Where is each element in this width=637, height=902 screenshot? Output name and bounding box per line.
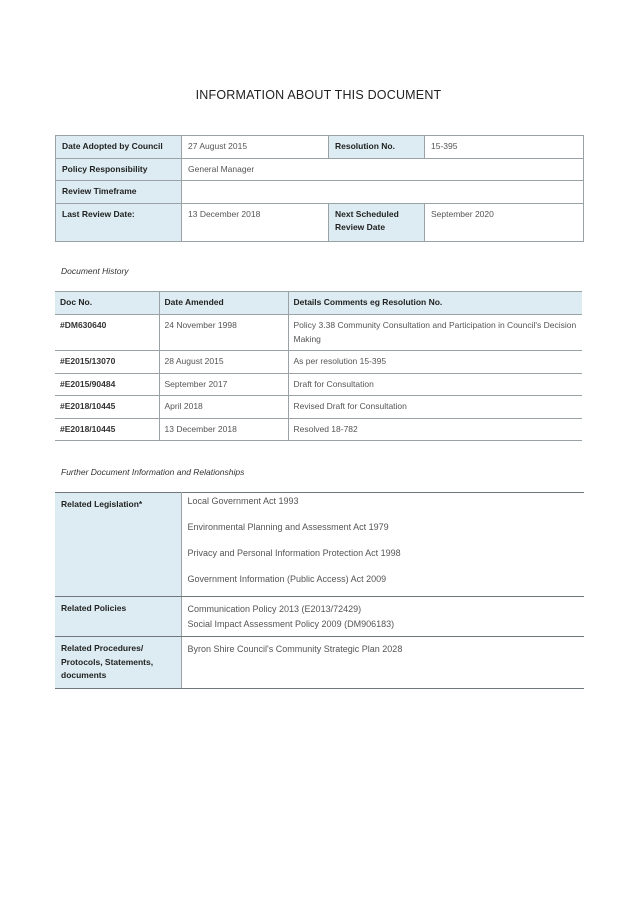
details-cell: Revised Draft for Consultation [288,396,582,419]
review-timeframe-label: Review Timeframe [56,181,182,204]
related-procedures-label: Related Procedures/ Protocols, Statements, documents [55,637,181,689]
table-row [56,136,584,159]
table-row [55,351,582,374]
related-policies-label: Related Policies [55,597,181,637]
table-row [55,418,582,441]
last-review-label: Last Review Date: [56,203,182,241]
next-review-label: Next Scheduled Review Date [329,203,425,241]
date-adopted-label: Date Adopted by Council [56,136,182,159]
table-row [56,181,584,204]
table-row [56,158,584,181]
policy-item: Social Impact Assessment Policy 2009 (DM906183) [187,618,395,629]
table-row [56,203,584,241]
table-row [55,396,582,419]
date-amended-cell: September 2017 [159,373,288,396]
procedure-item: Byron Shire Council's Community Strategic Plan 2028 [187,644,403,654]
resolution-label: Resolution No. [329,136,425,159]
table-row [55,373,582,396]
details-cell: As per resolution 15-395 [288,351,582,374]
table-row [55,637,584,689]
related-policies-list [181,597,584,637]
column-header-date-amended: Date Amended [159,292,288,315]
review-timeframe-value [182,181,584,204]
column-header-doc-no: Doc No. [55,292,159,315]
doc-no-cell: #DM630640 [55,315,159,351]
doc-no-cell: #E2018/10445 [55,396,159,419]
table-row [55,315,582,351]
legislation-item: Government Information (Public Access) Act 2009 [187,574,387,584]
document-history-caption: Document History [61,266,129,276]
document-history-table [55,291,582,441]
date-amended-cell: April 2018 [159,396,288,419]
related-legislation-list [181,493,584,597]
legislation-item: Environmental Planning and Assessment Act 1979 [187,522,389,532]
date-adopted-value: 27 August 2015 [182,136,329,159]
details-cell: Policy 3.38 Community Consultation and Participation in Council's Decision Making [288,315,582,351]
last-review-value: 13 December 2018 [182,203,329,241]
doc-no-cell: #E2018/10445 [55,418,159,441]
table-row [55,493,584,597]
details-cell: Draft for Consultation [288,373,582,396]
legislation-item: Privacy and Personal Information Protection Act 1998 [187,548,401,558]
doc-no-cell: #E2015/90484 [55,373,159,396]
page-title: INFORMATION ABOUT THIS DOCUMENT [195,88,442,102]
related-legislation-label: Related Legislation* [55,493,181,597]
policy-responsibility-label: Policy Responsibility [56,158,182,181]
document-info-table [55,135,584,242]
policy-item: Communication Policy 2013 (E2013/72429) [187,604,362,614]
date-amended-cell: 28 August 2015 [159,351,288,374]
doc-no-cell: #E2015/13070 [55,351,159,374]
table-header-row [55,292,582,315]
table-row [55,597,584,637]
relationships-table [55,492,584,689]
legislation-item: Local Government Act 1993 [187,496,299,506]
resolution-value: 15-395 [425,136,584,159]
next-review-value: September 2020 [425,203,584,241]
policy-responsibility-value: General Manager [182,158,584,181]
date-amended-cell: 24 November 1998 [159,315,288,351]
details-cell: Resolved 18-782 [288,418,582,441]
further-info-caption: Further Document Information and Relationships [61,467,245,477]
related-procedures-list [181,637,584,689]
column-header-details: Details Comments eg Resolution No. [288,292,582,315]
date-amended-cell: 13 December 2018 [159,418,288,441]
